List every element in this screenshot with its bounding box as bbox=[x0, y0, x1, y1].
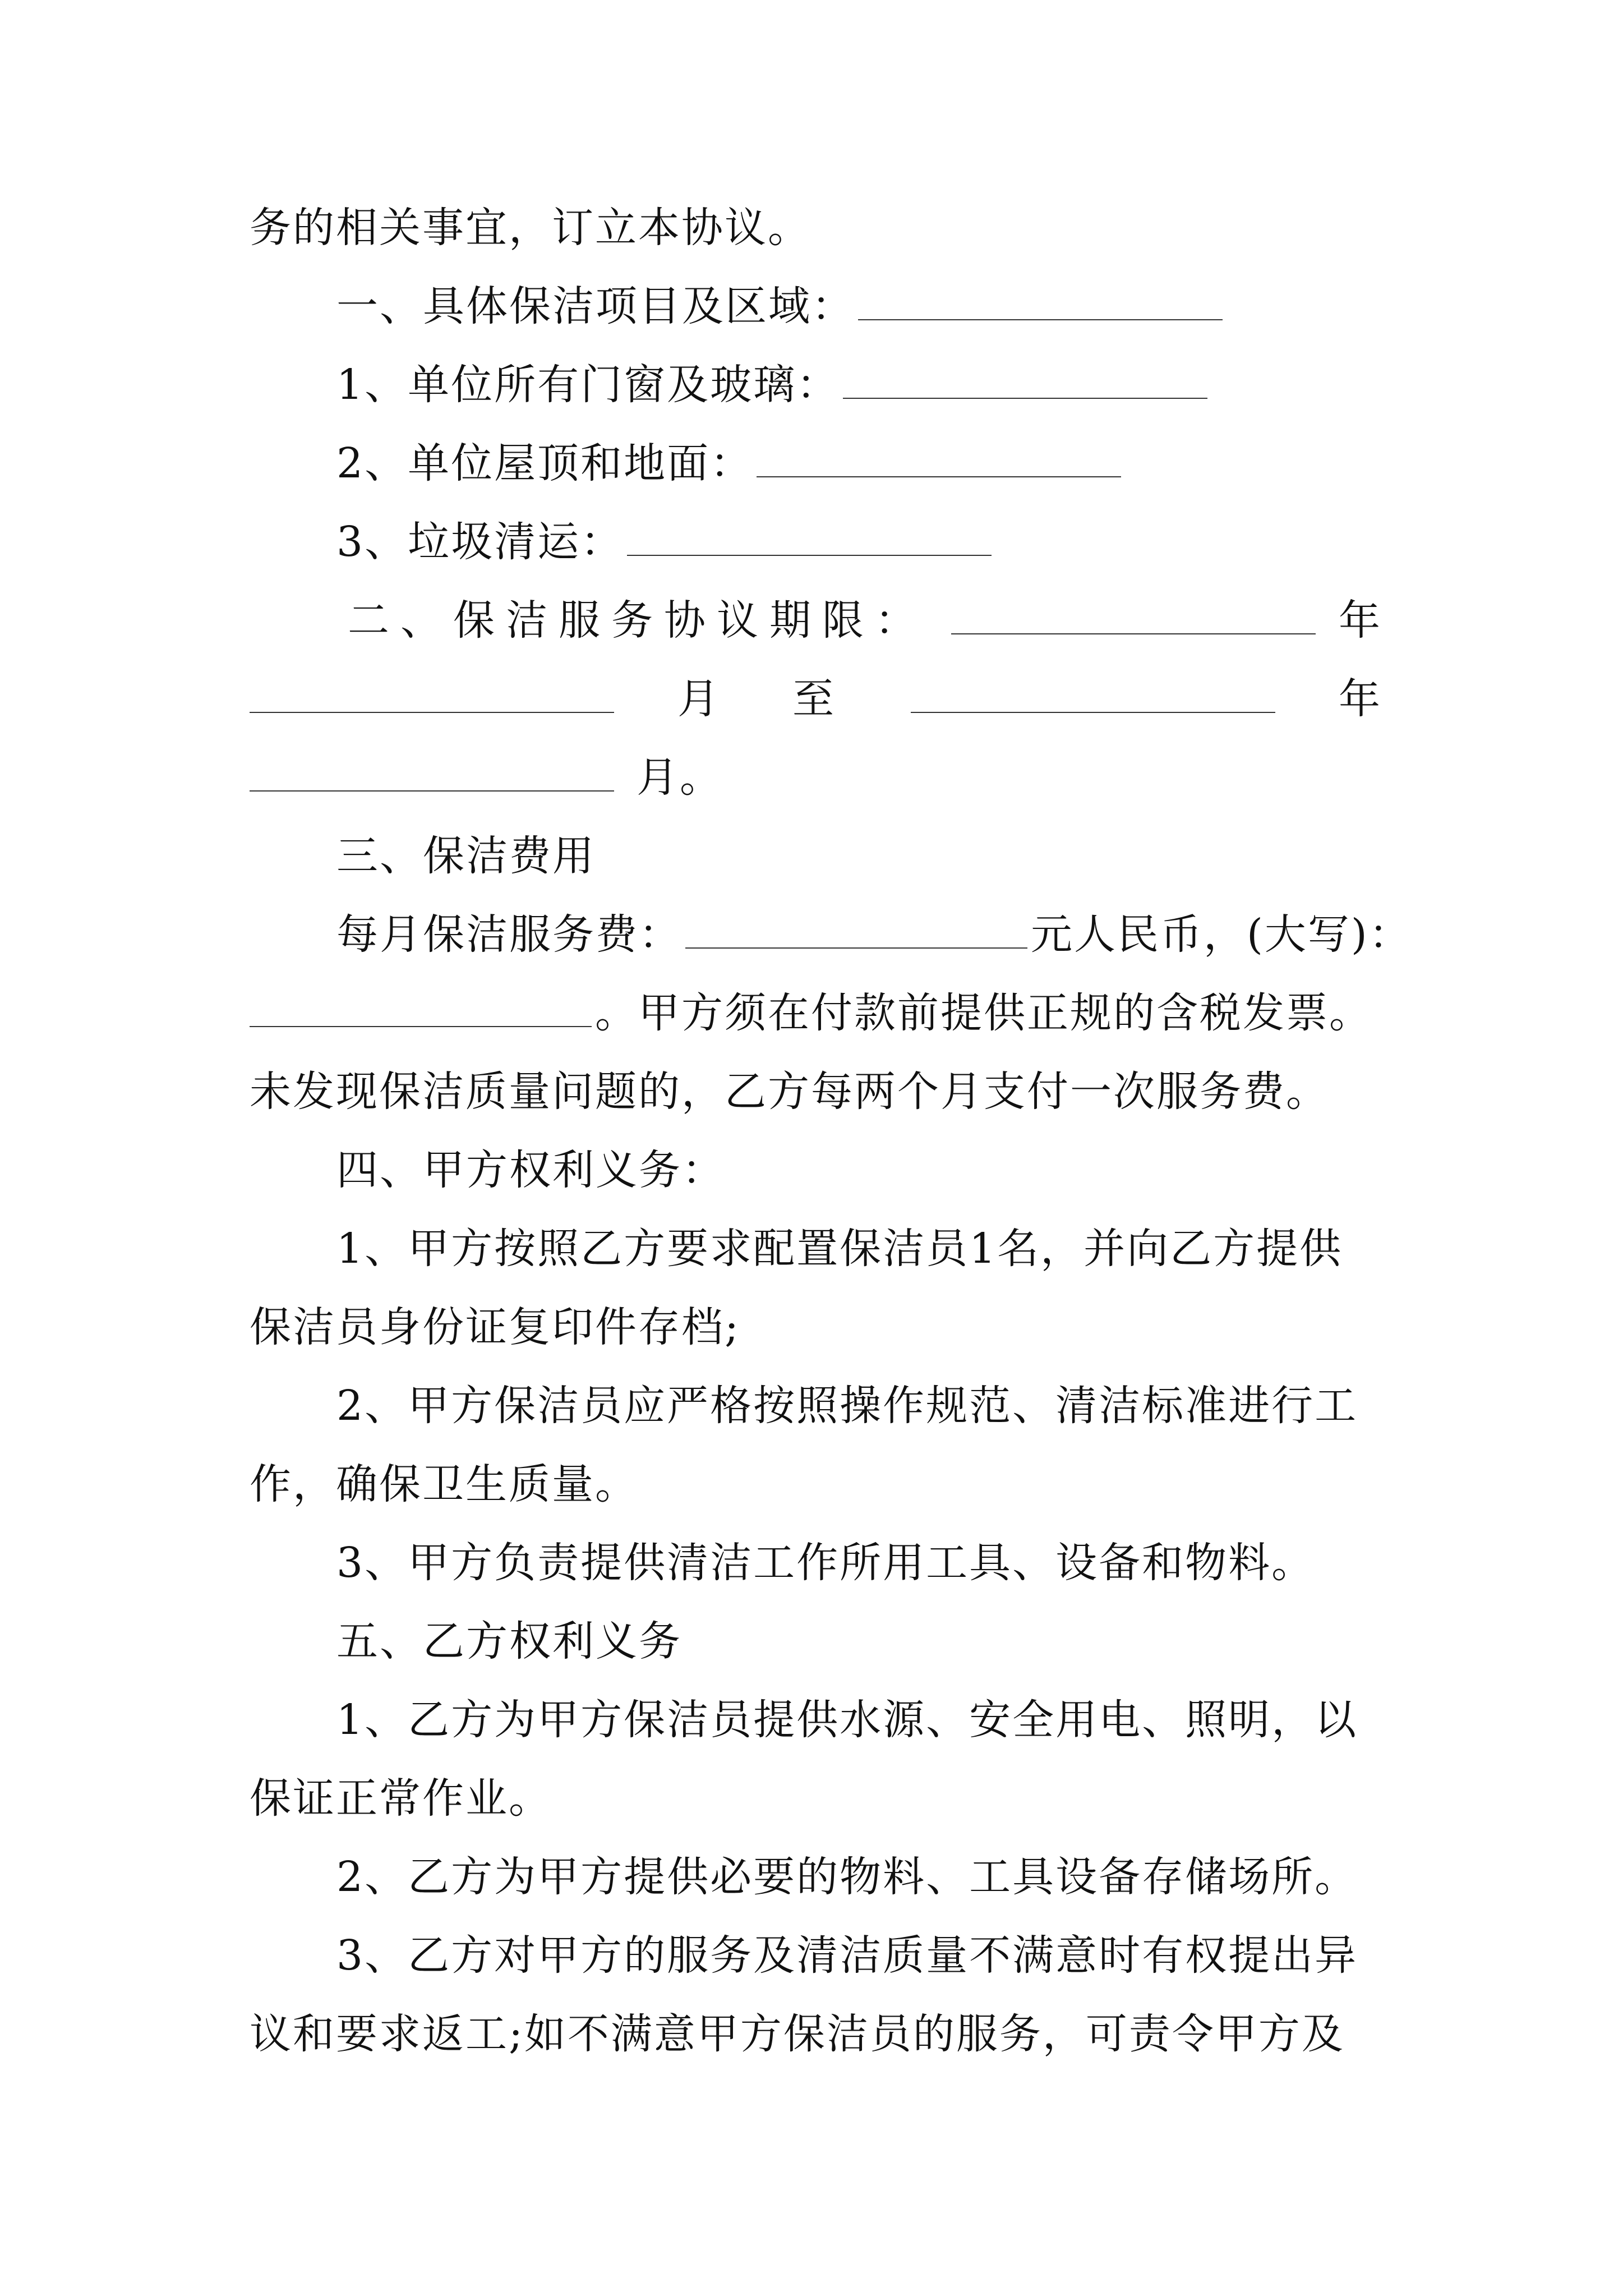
text-line: 。甲方须在付款前提供正规的含税发票。 bbox=[250, 985, 1394, 1041]
list-item: 2、单位屋顶和地面： bbox=[336, 435, 1481, 491]
list-item: 1、乙方为甲方保洁员提供水源、安全用电、照明，以 bbox=[336, 1696, 1358, 1744]
section-heading-5: 五、乙方权利义务 bbox=[336, 1617, 682, 1665]
text-line: 作，确保卫生质量。 bbox=[250, 1460, 638, 1508]
fill-in-blank[interactable] bbox=[250, 995, 592, 1027]
list-item: 2、甲方保洁员应严格按照操作规范、清洁标准进行工 bbox=[336, 1382, 1358, 1430]
fill-in-blank[interactable] bbox=[911, 680, 1275, 713]
fill-in-blank[interactable] bbox=[951, 602, 1316, 634]
list-item: 3、乙方对甲方的服务及清洁质量不满意时有权提出异 bbox=[336, 1931, 1358, 1980]
fill-in-blank[interactable] bbox=[627, 523, 992, 556]
fill-in-blank[interactable] bbox=[685, 916, 1027, 949]
text-line: 月 至 年 bbox=[250, 671, 1394, 727]
fill-in-blank[interactable] bbox=[858, 288, 1223, 320]
section-heading-2: 二、保洁服务协议期限： 年 bbox=[348, 596, 1394, 645]
list-item: 2、乙方为甲方提供必要的物料、工具设备存储场所。 bbox=[336, 1853, 1358, 1901]
section-heading-3: 三、保洁费用 bbox=[336, 832, 596, 880]
text-line: 保证正常作业。 bbox=[250, 1774, 552, 1823]
list-item: 3、垃圾清运： bbox=[336, 514, 1481, 570]
text-line: 议和要求返工;如不满意甲方保洁员的服务，可责令甲方及 bbox=[250, 2010, 1345, 2058]
text-line: 每月保洁服务费： 元人民币，(大写)： bbox=[336, 910, 1412, 959]
fill-in-blank[interactable] bbox=[757, 445, 1121, 477]
fill-in-blank[interactable] bbox=[843, 366, 1207, 399]
fill-in-blank[interactable] bbox=[250, 680, 614, 713]
list-item: 1、甲方按照乙方要求配置保洁员1名，并向乙方提供 bbox=[336, 1225, 1343, 1273]
fill-in-blank[interactable] bbox=[250, 759, 614, 792]
text-line: 保洁员身份证复印件存档; bbox=[250, 1303, 740, 1351]
text-line: 月。 bbox=[250, 749, 1394, 806]
text-line: 务的相关事宜，订立本协议。 bbox=[250, 204, 811, 252]
list-item: 1、单位所有门窗及玻璃： bbox=[336, 357, 1481, 413]
text-line: 未发现保洁质量问题的，乙方每两个月支付一次服务费。 bbox=[250, 1068, 1329, 1116]
section-heading-4: 四、甲方权利义务： bbox=[336, 1146, 725, 1194]
section-heading-1: 一、具体保洁项目及区域： bbox=[336, 278, 1481, 334]
list-item: 3、甲方负责提供清洁工作所用工具、设备和物料。 bbox=[336, 1539, 1315, 1587]
